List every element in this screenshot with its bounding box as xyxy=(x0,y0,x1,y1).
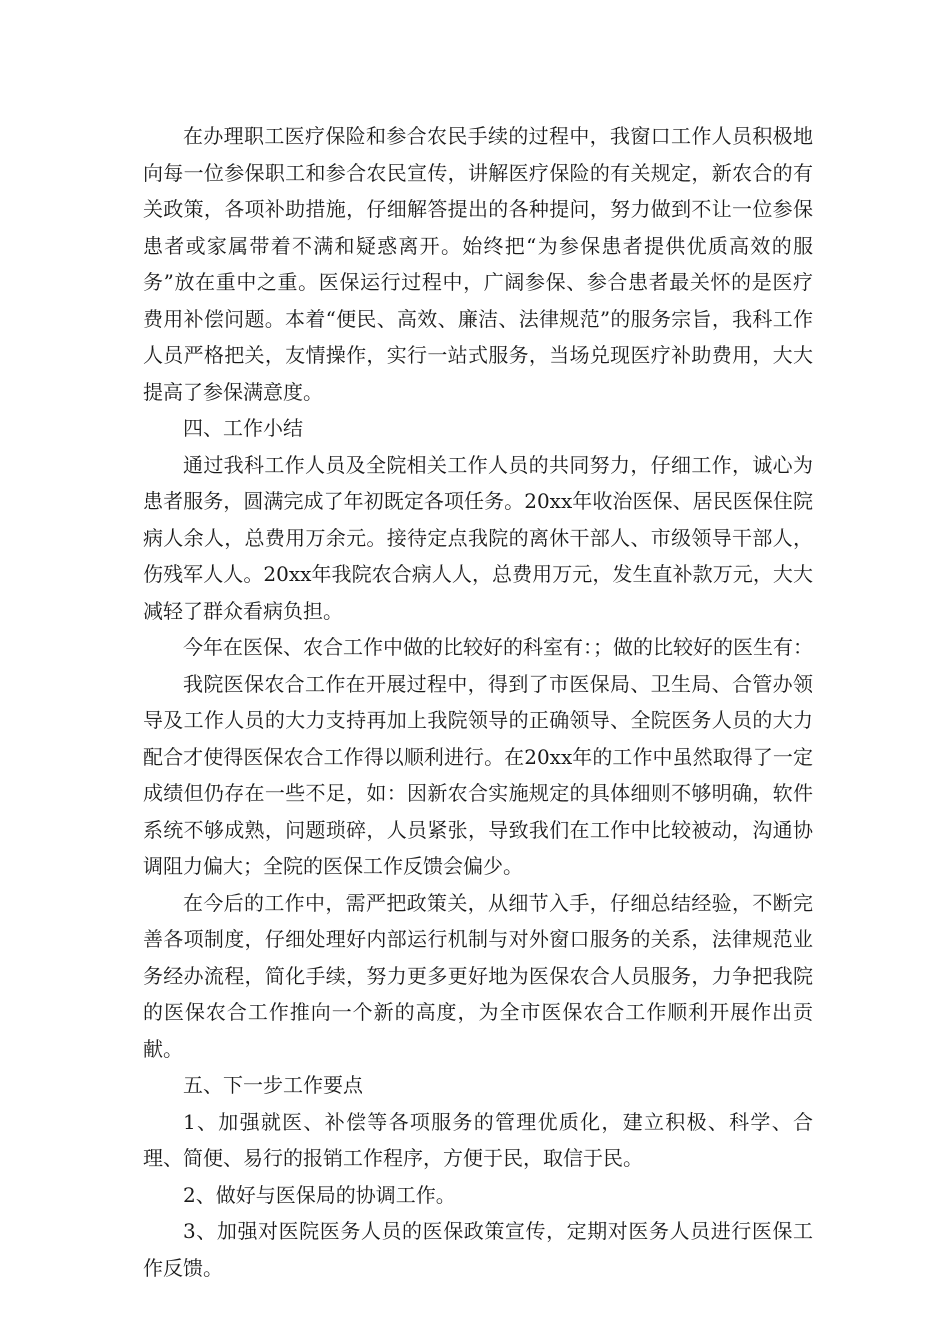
paragraph-future-work: 在今后的工作中，需严把政策关，从细节入手，仔细总结经验，不断完善各项制度，仔细处理好内部运行机制与对外窗口服务的关系，法律规范业务经办流程，简化手续，努力更多更好地为医保农合人员服务，力争把我院的医保农合工作推向一个新的高度，为全市医保农合工作顺利开展作出贡献。 xyxy=(143,890,813,1061)
paragraph-insurance-service: 在办理职工医疗保险和参合农民手续的过程中，我窗口工作人员积极地向每一位参保职工和参合农民宣传，讲解医疗保险的有关规定，新农合的有关政策，各项补助措施，仔细解答提出的各种提问，努力做到不让一位参保患者或家属带着不满和疑惑离开。始终把“为参保患者提供优质高效的服务”放在重中之重。医保运行过程中，广阔参保、参合患者最关怀的是医疗费用补偿问题。本着“便民、高效、廉洁、法律规范”的服务宗旨，我科工作人员严格把关，友情操作，实行一站式服务，当场兑现医疗补助费用，大大提高了参保满意度。 xyxy=(143,124,813,404)
list-item-2: 2、做好与医保局的协调工作。 xyxy=(183,1182,456,1207)
paragraph-shortcomings: 我院医保农合工作在开展过程中，得到了市医保局、卫生局、合管办领导及工作人员的大力支持再加上我院领导的正确领导、全院医务人员的大力配合才使得医保农合工作得以顺利进行。在20xx年的工作中虽然取得了一定成绩但仍存在一些不足，如：因新农合实施规定的具体细则不够明确，软件系统不够成熟，问题琐碎，人员紧张，导致我们在工作中比较被动，沟通协调阻力偏大；全院的医保工作反馈会偏少。 xyxy=(143,671,813,878)
section-heading-work-summary: 四、工作小结 xyxy=(183,416,303,440)
paragraph-summary-results: 通过我科工作人员及全院相关工作人员的共同努力，仔细工作，诚心为患者服务，圆满完成了年初既定各项任务。20xx年收治医保、居民医保住院病人余人，总费用万余元。接待定点我院的离休干部人、市级领导干部人，伤残军人人。20xx年我院农合病人人，总费用万元，发生直补款万元，大大减轻了群众看病负担。 xyxy=(143,452,813,623)
section-heading-next-steps: 五、下一步工作要点 xyxy=(183,1073,363,1097)
list-item-3: 3、加强对医院医务人员的医保政策宣传，定期对医务人员进行医保工作反馈。 xyxy=(143,1219,813,1280)
paragraph-good-departments: 今年在医保、农合工作中做的比较好的科室有：；做的比较好的医生有： xyxy=(183,635,813,659)
document-body xyxy=(143,118,813,1286)
list-item-1: 1、加强就医、补偿等各项服务的管理优质化，建立积极、科学、合理、简便、易行的报销工作程序，方便于民，取信于民。 xyxy=(143,1109,813,1170)
